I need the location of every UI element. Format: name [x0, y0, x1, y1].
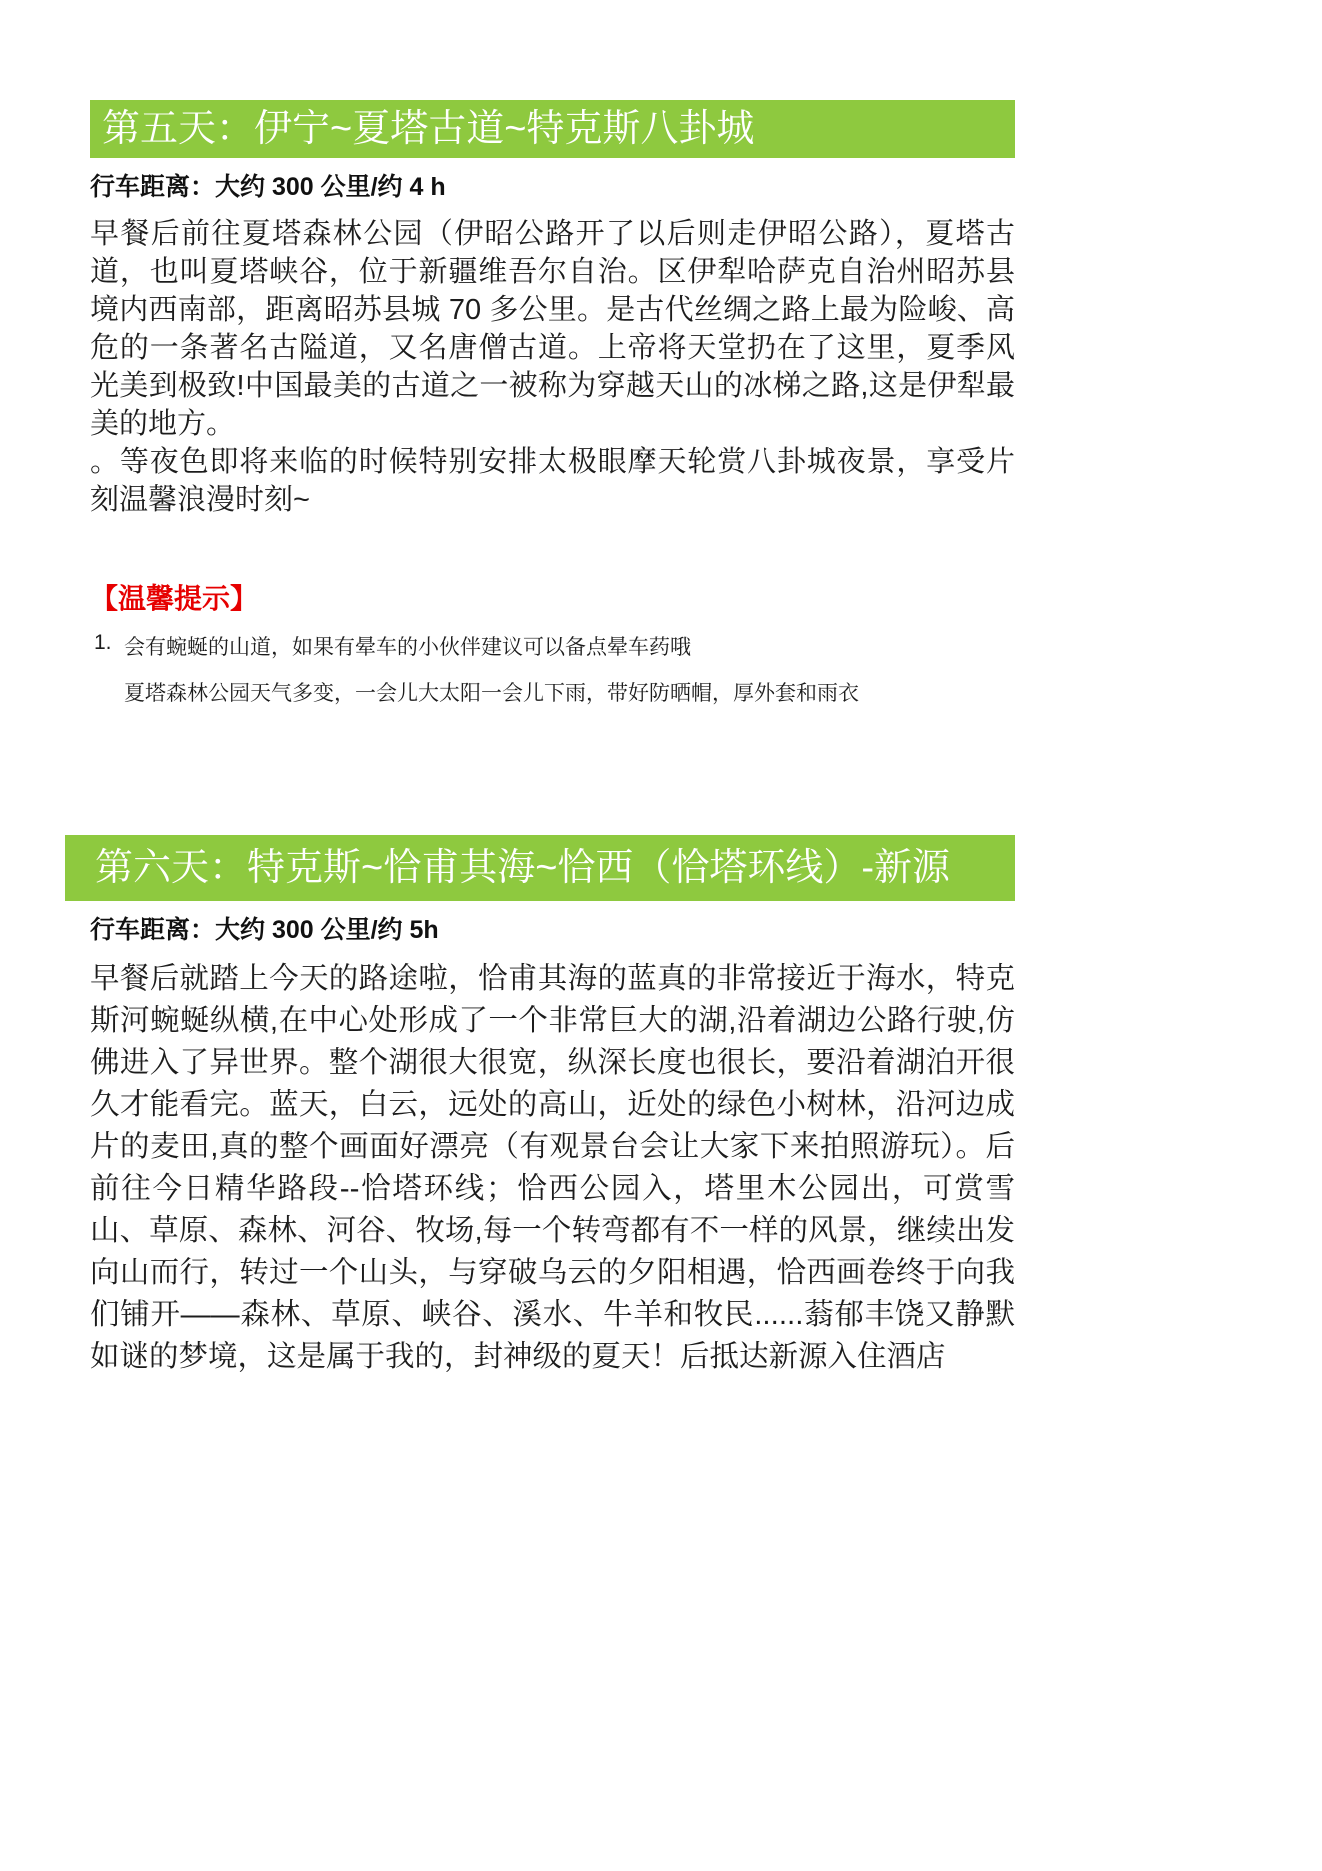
- day5-title: 第五天：伊宁~夏塔古道~特克斯八卦城: [102, 108, 755, 150]
- section-divider-space: [90, 707, 1015, 835]
- day5-section: [90, 100, 1015, 707]
- day6-paragraph-1: 早餐后就踏上今天的路途啦，恰甫其海的蓝真的非常接近于海水，特克斯河蜿蜒纵横,在中心处形成了一个非常巨大的湖,沿着湖边公路行驶,仿佛进入了异世界。整个湖很大很宽，纵深长度也很长，要沿着湖泊开很久才能看完。蓝天，白云，远处的高山，近处的绿色小树林，沿河边成片的麦田,真的整个画面好漂亮（有观景台会让大家下来拍照游玩）。后前往今日精华路段--恰塔环线；恰西公园入，塔里木公园出，可赏雪山、草原、森林、河谷、牧场,每一个转弯都有不一样的风景，继续出发向山而行，转过一个山头，与穿破乌云的夕阳相遇，恰西画卷终于向我们铺开——森林、草原、峡谷、溪水、牛羊和牧民......蓊郁丰饶又静默如谜的梦境，这是属于我的，封神级的夏天！后抵达新源入住酒店: [90, 962, 1015, 1373]
- day6-section: [90, 835, 1015, 1378]
- day5-header-bar: [90, 100, 1015, 158]
- day5-tip-item-2: [90, 677, 1015, 707]
- day5-distance-label: 行车距离：大约 300 公里/约 4 h: [90, 173, 446, 201]
- day6-title: 第六天：特克斯~恰甫其海~恰西（恰塔环线）-新源: [95, 847, 951, 889]
- day6-header-bar: [65, 835, 1015, 901]
- day6-distance-label: 行车距离：大约 300 公里/约 5h: [90, 916, 439, 944]
- day5-paragraph-2: 。等夜色即将来临的时候特别安排太极眼摩天轮赏八卦城夜景，享受片刻温馨浪漫时刻~: [90, 446, 1015, 516]
- day5-paragraph-1: 早餐后前往夏塔森林公园（伊昭公路开了以后则走伊昭公路），夏塔古道，也叫夏塔峡谷，位于新疆维吾尔自治。区伊犁哈萨克自治州昭苏县境内西南部，距离昭苏县城 70 多公里。是古代丝绸之路上最为险峻、高危的一条著名古隘道，又名唐僧古道。上帝将天堂扔在了这里，夏季风光美到极致!中国最美的古道之一被称为穿越天山的冰梯之路,这是伊犁最美的地方。: [90, 218, 1015, 440]
- tip-number: 1.: [94, 631, 112, 654]
- day5-tips-title: 【温馨提示】: [90, 583, 259, 614]
- day5-tip-item-1: [90, 631, 1015, 661]
- tip-text: 会有蜿蜒的山道，如果有晕车的小伙伴建议可以备点晕车药哦: [124, 636, 691, 659]
- tip-text: 夏塔森林公园天气多变，一会儿大太阳一会儿下雨，带好防晒帽，厚外套和雨衣: [124, 682, 859, 705]
